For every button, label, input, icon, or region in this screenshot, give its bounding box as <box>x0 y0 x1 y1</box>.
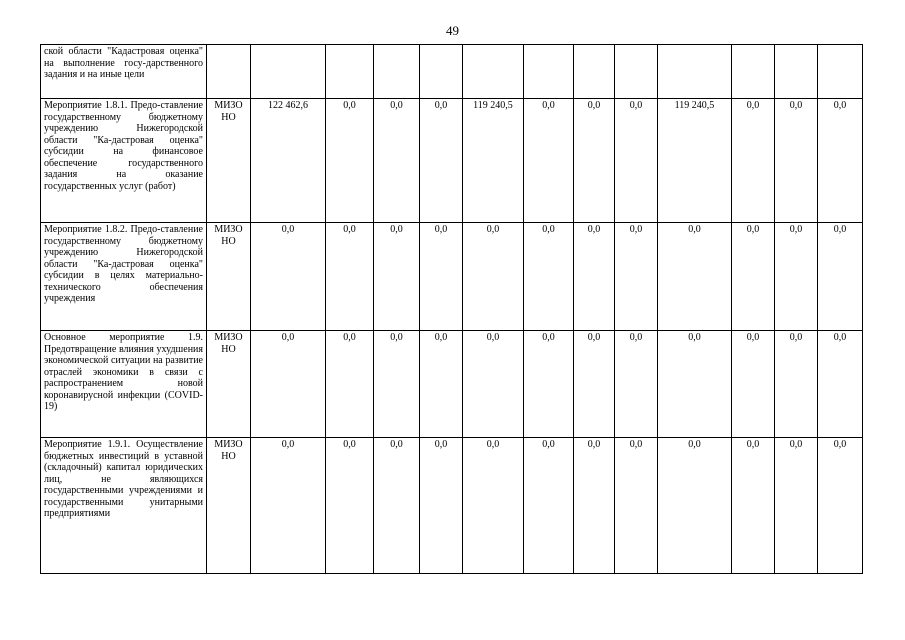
value-cell: 0,0 <box>658 331 732 438</box>
value-cell: 0,0 <box>463 438 524 574</box>
value-cell: 0,0 <box>818 99 863 223</box>
value-cell: 119 240,5 <box>463 99 524 223</box>
value-cell: 0,0 <box>658 438 732 574</box>
row-description: Мероприятие 1.8.1. Предо-ставление государственному бюджетному учреждению Нижегородской области "Ка-дастровая оценка" субсидии на финансовое обеспечение государственного задания на оказание государственных услуг (работ) <box>41 99 207 223</box>
value-cell: 0,0 <box>732 331 775 438</box>
row-executor: МИЗО НО <box>207 438 251 574</box>
value-cell <box>818 45 863 99</box>
value-cell: 0,0 <box>524 99 574 223</box>
row-description: Мероприятие 1.8.2. Предо-ставление государственному бюджетному учреждению Нижегородской области "Ка-дастровая оценка" субсидии в целях материально-технического обеспечения учреждения <box>41 223 207 331</box>
table-row <box>41 331 863 438</box>
value-cell <box>775 45 818 99</box>
value-cell <box>374 45 420 99</box>
value-cell: 0,0 <box>818 223 863 331</box>
value-cell: 0,0 <box>374 331 420 438</box>
page-number: 49 <box>446 23 459 38</box>
value-cell: 0,0 <box>732 438 775 574</box>
table-row <box>41 45 863 99</box>
row-executor: МИЗО НО <box>207 331 251 438</box>
value-cell: 0,0 <box>818 331 863 438</box>
value-cell: 0,0 <box>374 223 420 331</box>
value-cell: 0,0 <box>574 99 615 223</box>
value-cell: 0,0 <box>732 99 775 223</box>
value-cell: 0,0 <box>818 438 863 574</box>
table-row <box>41 99 863 223</box>
value-cell: 0,0 <box>251 438 326 574</box>
value-cell: 0,0 <box>658 223 732 331</box>
value-cell: 122 462,6 <box>251 99 326 223</box>
table-row <box>41 223 863 331</box>
value-cell: 0,0 <box>615 99 658 223</box>
value-cell: 0,0 <box>615 223 658 331</box>
value-cell <box>420 45 463 99</box>
value-cell <box>658 45 732 99</box>
value-cell: 0,0 <box>326 438 374 574</box>
value-cell: 0,0 <box>326 331 374 438</box>
value-cell: 0,0 <box>775 331 818 438</box>
row-executor: МИЗО НО <box>207 223 251 331</box>
value-cell <box>463 45 524 99</box>
value-cell <box>251 45 326 99</box>
value-cell: 0,0 <box>574 223 615 331</box>
value-cell <box>524 45 574 99</box>
row-description: Мероприятие 1.9.1. Осуществление бюджетных инвестиций в уставной (складочный) капитал юридических лиц, не являющихся государственными учреждениями и государственными унитарными предприятиями <box>41 438 207 574</box>
value-cell: 0,0 <box>374 99 420 223</box>
budget-table <box>40 44 863 574</box>
value-cell: 0,0 <box>463 331 524 438</box>
value-cell: 0,0 <box>574 331 615 438</box>
value-cell: 119 240,5 <box>658 99 732 223</box>
value-cell: 0,0 <box>775 223 818 331</box>
value-cell: 0,0 <box>775 438 818 574</box>
row-executor <box>207 45 251 99</box>
value-cell <box>574 45 615 99</box>
value-cell: 0,0 <box>420 438 463 574</box>
value-cell: 0,0 <box>251 223 326 331</box>
value-cell: 0,0 <box>732 223 775 331</box>
row-description: ской области "Кадастровая оценка" на выполнение госу-дарственного задания и на иные цели <box>41 45 207 99</box>
row-executor: МИЗО НО <box>207 99 251 223</box>
value-cell: 0,0 <box>374 438 420 574</box>
value-cell: 0,0 <box>524 223 574 331</box>
value-cell: 0,0 <box>615 331 658 438</box>
value-cell <box>615 45 658 99</box>
value-cell: 0,0 <box>420 331 463 438</box>
value-cell: 0,0 <box>463 223 524 331</box>
value-cell: 0,0 <box>524 438 574 574</box>
value-cell: 0,0 <box>615 438 658 574</box>
value-cell: 0,0 <box>524 331 574 438</box>
value-cell: 0,0 <box>420 99 463 223</box>
value-cell <box>326 45 374 99</box>
value-cell: 0,0 <box>326 223 374 331</box>
value-cell: 0,0 <box>251 331 326 438</box>
value-cell: 0,0 <box>420 223 463 331</box>
table-row <box>41 438 863 574</box>
value-cell <box>732 45 775 99</box>
value-cell: 0,0 <box>326 99 374 223</box>
value-cell: 0,0 <box>574 438 615 574</box>
value-cell: 0,0 <box>775 99 818 223</box>
row-description: Основное мероприятие 1.9. Предотвращение влияния ухудшения экономической ситуации на развитие отраслей экономики в связи с распространением новой коронавирусной инфекции (COVID-19) <box>41 331 207 438</box>
